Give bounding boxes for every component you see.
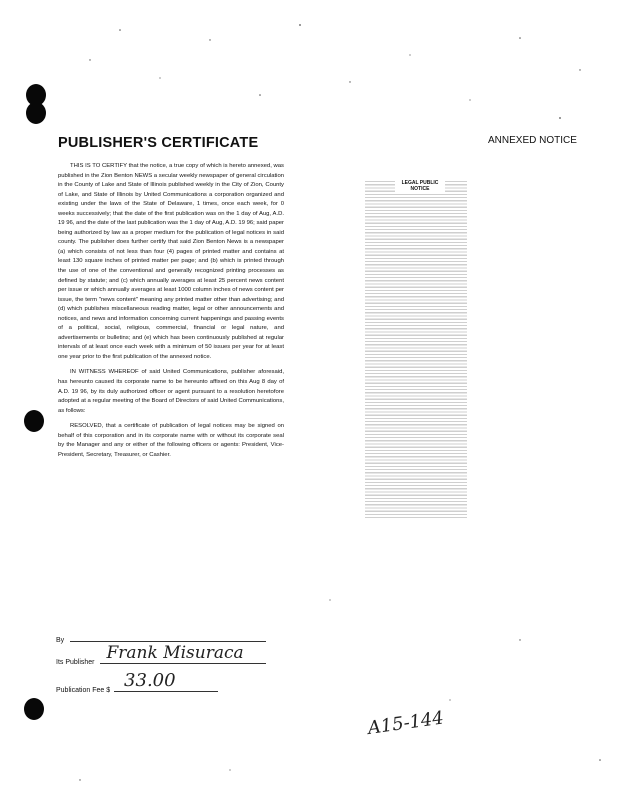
by-label: By (56, 637, 65, 644)
binder-hole (24, 410, 44, 432)
page-title: PUBLISHER'S CERTIFICATE (58, 135, 259, 151)
publisher-signature: Frank Misuraca (106, 643, 244, 663)
clipping-heading: LEGAL PUBLIC NOTICE (395, 180, 445, 192)
annexed-notice-clipping (365, 180, 467, 520)
publisher-label: Its Publisher (56, 659, 95, 666)
fee-label: Publication Fee $ (56, 687, 111, 694)
publisher-line (56, 643, 266, 666)
fee-value: 33.00 (124, 670, 176, 691)
certificate-body (58, 162, 284, 460)
witness-paragraph: IN WITNESS WHEREOF of said United Communications, publisher aforesaid, has hereunto caused its corporate name to be hereunto affixed on this Aug 8 day of A.D. 19 96, by its duly authorized officer or agent pursuant to a resolution heretofore adopted at a regular meeting of the Board of Directors of said United Communications, as follows: (58, 369, 284, 414)
binder-hole (26, 102, 46, 124)
binder-hole (24, 698, 44, 720)
certification-paragraph: THIS IS TO CERTIFY that the notice, a true copy of which is hereto annexed, was published in the Zion Benton NEWS a secular weekly newspaper of general circulation in the County of Lake and State of Illinois published weekly in the City of Zion, County of Lake, and State of Illinois by United Communications a corporation organized and existing under the laws of the State of Delaware, 1 times, once each week, for 0 weeks successively; that the date of the first publication was on the 1 day of Aug, A.D. 19 96, and the date of the last publication was the 1 day of Aug, A.D. 19 96; said paper being authorized by law as a proper medium for the publication of legal notices in said county. The publisher does further certify that said Zion Benton News is a newspaper (a) which consists of not less than four (4) pages of printed matter and contains at least 130 square inches of printed matter per page; and (b) which is printed through the use of one of the conventional and generally recognized printing processes as defined by statute; and (c) which annually averages at least 25 percent news content per issue or which annually averages at least 1000 column inches of news content per issue, the term "news content" meaning any printed matter other than advertising; and (d) which publishes miscellaneous reading matter, legal or other announcements and notices, and news and information concerning current happenings and passing events of a political, social, religious, commercial, financial or legal nature, and advertisements or bulletins; and (e) which has been continuously published at regular intervals of at least once each week with a minimum of 50 issues per year for at least one year prior to the first publication of the annexed notice. (58, 163, 284, 360)
annexed-notice-label: ANNEXED NOTICE (488, 135, 577, 146)
resolution-paragraph: RESOLVED, that a certificate of publication of legal notices may be signed on behalf of this corporation and in its corporate name with or without its corporate seal by the Manager and any or either of the following officers or agents: President, Vice-President, Secretary, Treasurer, or Cashier. (58, 423, 284, 458)
fee-line (56, 670, 218, 694)
archive-mark: A15-144 (366, 707, 446, 739)
